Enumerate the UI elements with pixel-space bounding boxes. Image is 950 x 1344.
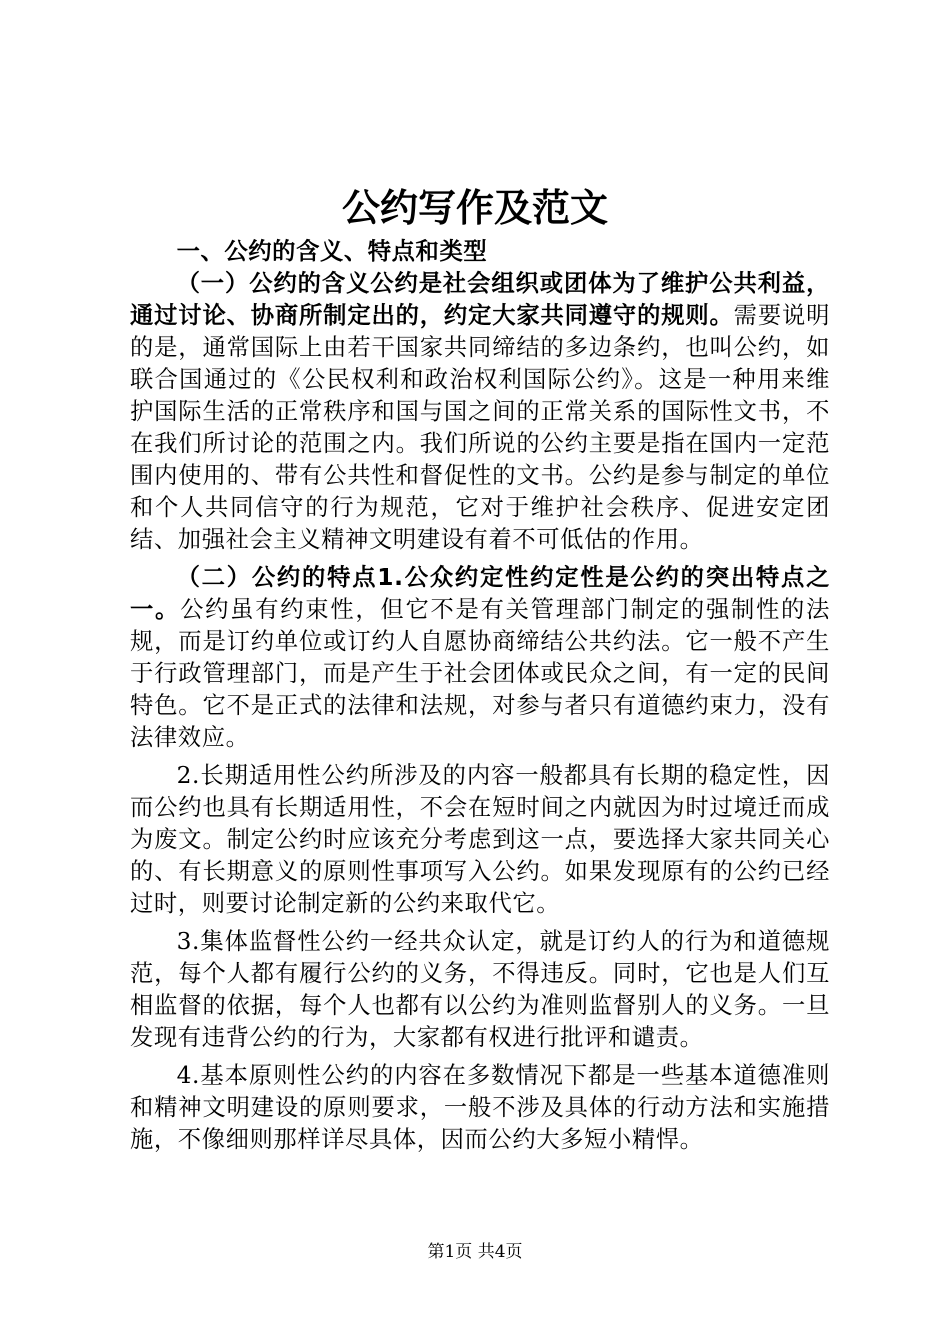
paragraph-definition (130, 268, 830, 556)
paragraph-principle: 4.基本原则性公约的内容在多数情况下都是一些基本道德准则和精神文明建设的原则要求，一般不涉及具体的行动方法和实施措施，不像细则那样详尽具体，因而公约大多短小精悍。 (130, 1062, 830, 1153)
paragraph-bold-lead: （二）公约的特点1.公众约定性约定性是公约的突出特点之一。 (130, 564, 830, 623)
paragraph-text: 需要说明的是，通常国际上由若干国家共同缔结的多边条约，也叫公约，如联合国通过的《公民权利和政治权利国际公约》。这是一种用来维护国际生活的正常秩序和国与国之间的正常关系的国际性文书，不在我们所讨论的范围之内。我们所说的公约主要是指在国内一定范围内使用的、带有公共性和督促性的文书。公约是参与制定的单位和个人共同信守的行为规范，它对于维护社会秩序、促进安定团结、加强社会主义精神文明建设有着不可低估的作用。 (130, 302, 831, 553)
document-body (130, 236, 830, 1162)
paragraph-text: 公约虽有约束性，但它不是有关管理部门制定的强制性的法规，而是订约单位或订约人自愿协商缔结公共约法。它一般不产生于行政管理部门，而是产生于社会团体或民众之间，有一定的民间特色。它不是正式的法律和法规，对参与者只有道德约束力，没有法律效应。 (130, 596, 830, 751)
paragraph-supervision: 3.集体监督性公约一经共众认定，就是订约人的行为和道德规范，每个人都有履行公约的义务，不得违反。同时，它也是人们互相监督的依据，每个人也都有以公约为准则监督别人的义务。一旦发现有违背公约的行为，大家都有权进行批评和谴责。 (130, 928, 830, 1051)
page-footer: 第1页 共4页 (427, 1242, 523, 1262)
paragraph-bold-lead: （一）公约的含义公约是社会组织或团体为了维护公共利益，通过讨论、协商所制定出的，约定大家共同遵守的规则。 (130, 270, 830, 329)
section-heading: 一、公约的含义、特点和类型 (176, 238, 488, 265)
paragraph-features (130, 562, 830, 754)
paragraph-long-term: 2.长期适用性公约所涉及的内容一般都具有长期的稳定性，因而公约也具有长期适用性，不会在短时间之内就因为时过境迁而成为废文。制定公约时应该充分考虑到这一点，要选择大家共同关心的、有长期意义的原则性事项写入公约。如果发现原有的公约已经过时，则要讨论制定新的公约来取代它。 (130, 762, 830, 917)
document-title: 公约写作及范文 (341, 186, 608, 230)
